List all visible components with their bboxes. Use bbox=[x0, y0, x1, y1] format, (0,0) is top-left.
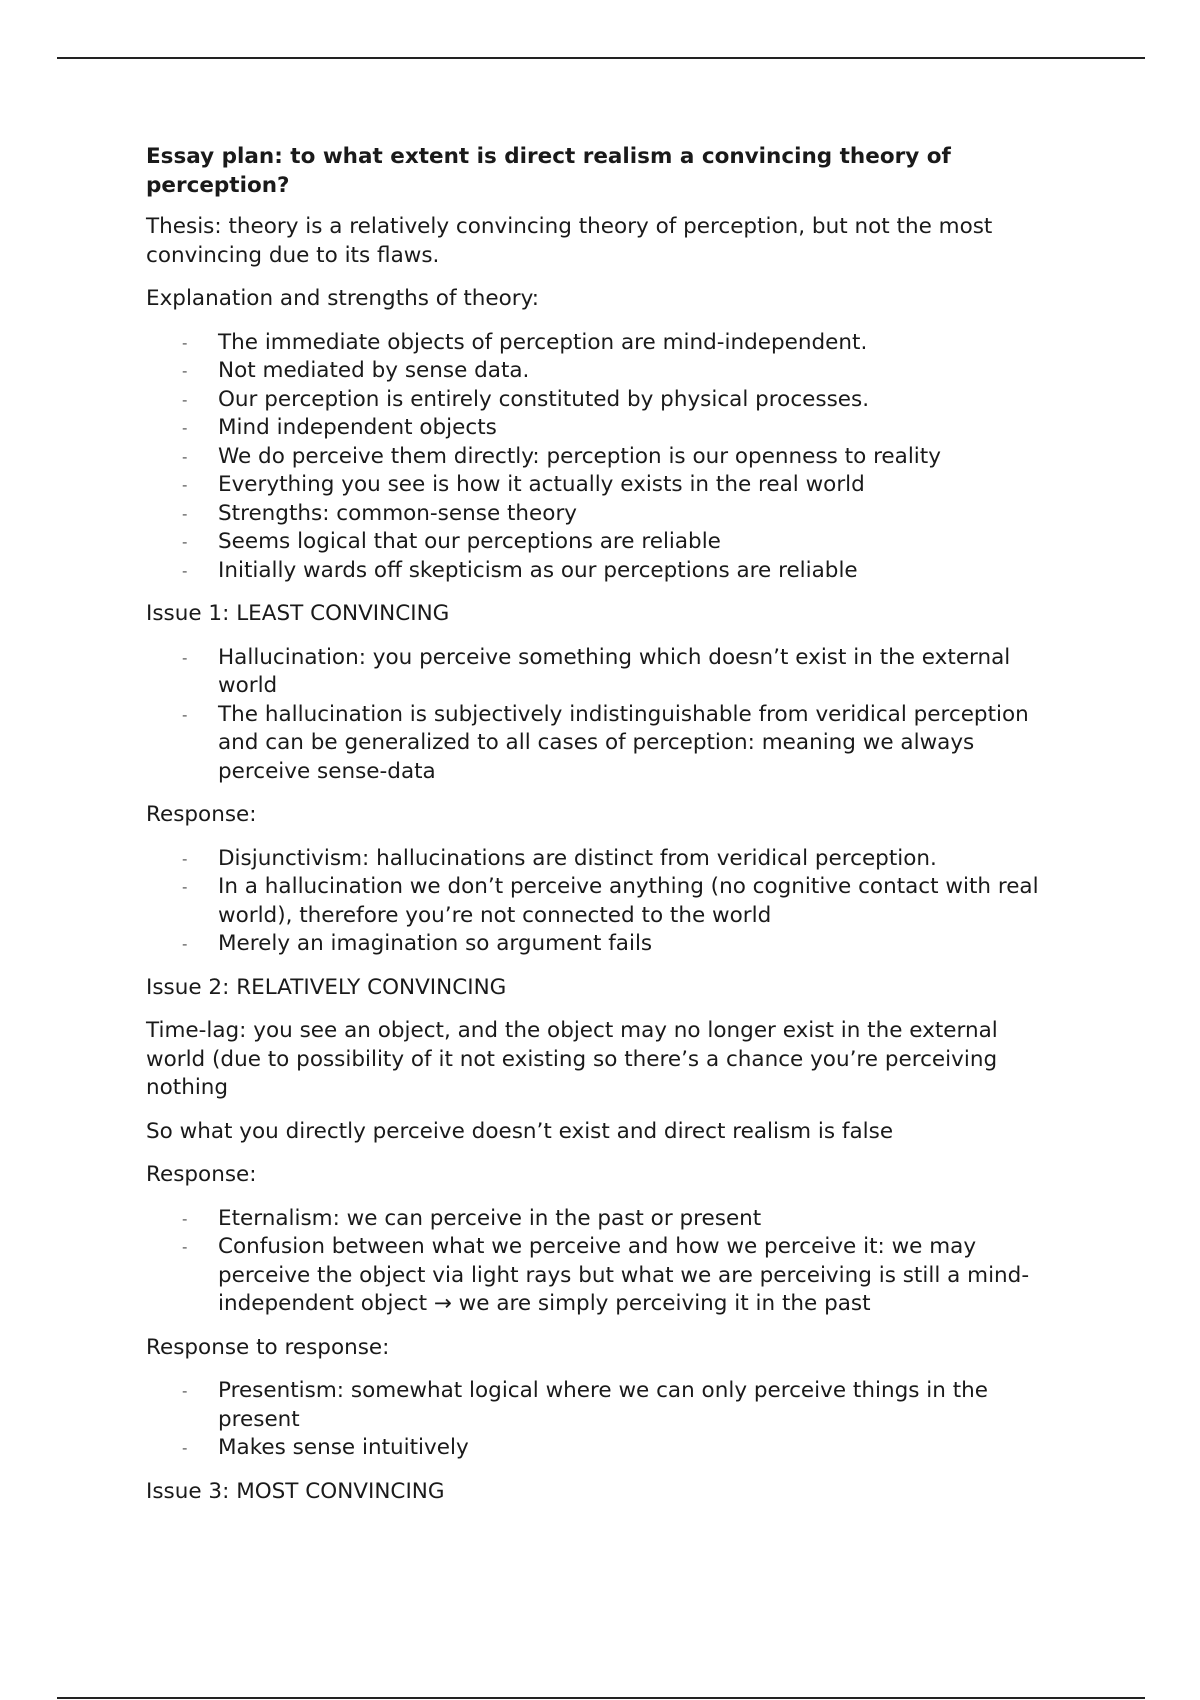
list-item bbox=[182, 701, 1061, 787]
bullet-dash: - bbox=[182, 504, 188, 523]
bullet-dash: - bbox=[182, 648, 188, 667]
bullet-dash: - bbox=[182, 1209, 188, 1228]
bullet-dash: - bbox=[182, 1238, 188, 1256]
explanation-list bbox=[146, 329, 1061, 586]
issue2-paragraph-time-lag: Time-lag: you see an object, and the object may no longer exist in the external world (due to possibility of it not existing so there’s a chance you’re perceiving nothing bbox=[146, 1018, 998, 1100]
response2-heading: Response: bbox=[146, 1162, 257, 1187]
list-item-text: Mind independent objects bbox=[218, 415, 497, 440]
list-item-text: Everything you see is how it actually exists in the real world bbox=[218, 472, 865, 497]
top-rule bbox=[57, 57, 1145, 59]
list-item bbox=[182, 386, 1061, 415]
list-item bbox=[182, 1434, 1061, 1463]
response2-list bbox=[146, 1205, 1061, 1319]
bullet-dash: - bbox=[182, 419, 188, 437]
list-item-text: Hallucination: you perceive something which doesn’t exist in the external world bbox=[218, 644, 1011, 698]
list-item bbox=[182, 1233, 1061, 1319]
bullet-dash: - bbox=[182, 362, 188, 380]
bullet-dash: - bbox=[182, 476, 188, 494]
list-item-text: The immediate objects of perception are mind-independent. bbox=[218, 329, 868, 355]
bullet-dash: - bbox=[182, 561, 188, 580]
bullet-dash: - bbox=[182, 849, 188, 868]
list-item bbox=[182, 930, 1061, 959]
list-item-text: Presentism: somewhat logical where we can only perceive things in the present bbox=[218, 1378, 988, 1432]
list-item-text: Eternalism: we can perceive in the past or present bbox=[218, 1205, 762, 1231]
list-item bbox=[182, 1205, 1061, 1234]
list-item bbox=[182, 845, 1061, 874]
response-to-response-heading: Response to response: bbox=[146, 1334, 390, 1360]
list-item bbox=[182, 357, 1061, 386]
issue1-heading: Issue 1: LEAST CONVINCING bbox=[146, 601, 450, 626]
list-item bbox=[182, 557, 1061, 586]
bottom-rule bbox=[57, 1697, 1145, 1699]
bullet-dash: - bbox=[182, 1382, 188, 1400]
list-item bbox=[182, 528, 1061, 557]
list-item-text: Strengths: common-sense theory bbox=[218, 500, 578, 526]
bullet-dash: - bbox=[182, 935, 188, 953]
list-item bbox=[182, 873, 1061, 930]
bullet-dash: - bbox=[182, 705, 188, 724]
document-body bbox=[146, 143, 1061, 1521]
list-item-text: Seems logical that our perceptions are reliable bbox=[218, 529, 721, 554]
issue2-paragraph-conclusion: So what you directly perceive doesn’t exist and direct realism is false bbox=[146, 1118, 894, 1144]
list-item-text: Initially wards off skepticism as our perceptions are reliable bbox=[218, 557, 858, 583]
bullet-dash: - bbox=[182, 533, 188, 551]
list-item-text: Disjunctivism: hallucinations are distinct from veridical perception. bbox=[218, 845, 937, 871]
document-title: Essay plan: to what extent is direct realism a convincing theory of perception? bbox=[146, 144, 951, 198]
list-item bbox=[182, 329, 1061, 358]
bullet-dash: - bbox=[182, 1439, 188, 1457]
response1-list bbox=[146, 845, 1061, 959]
explanation-heading: Explanation and strengths of theory: bbox=[146, 286, 540, 311]
list-item bbox=[182, 414, 1061, 443]
list-item bbox=[182, 443, 1061, 472]
bullet-dash: - bbox=[182, 333, 188, 352]
list-item-text: Makes sense intuitively bbox=[218, 1435, 469, 1460]
list-item-text: Confusion between what we perceive and how we perceive it: we may perceive the object via light rays but what we are perceiving is still a mind-independent object → we are simply perceiving it in the past bbox=[218, 1234, 1030, 1316]
list-item-text: Not mediated by sense data. bbox=[218, 358, 530, 383]
list-item-text: Merely an imagination so argument fails bbox=[218, 931, 653, 956]
list-item bbox=[182, 500, 1061, 529]
issue2-heading: Issue 2: RELATIVELY CONVINCING bbox=[146, 974, 507, 1000]
list-item-text: In a hallucination we don’t perceive anything (no cognitive contact with real world), therefore you’re not connected to the world bbox=[218, 874, 1039, 928]
thesis-paragraph: Thesis: theory is a relatively convincing theory of perception, but not the most convincing due to its flaws. bbox=[146, 214, 993, 268]
bullet-dash: - bbox=[182, 390, 188, 409]
list-item bbox=[182, 1377, 1061, 1434]
list-item bbox=[182, 471, 1061, 500]
bullet-dash: - bbox=[182, 447, 188, 466]
list-item-text: Our perception is entirely constituted by physical processes. bbox=[218, 386, 870, 412]
list-item bbox=[182, 644, 1061, 701]
list-item-text: The hallucination is subjectively indistinguishable from veridical perception and can be generalized to all cases of perception: meaning we always perceive sense-data bbox=[218, 701, 1029, 784]
response1-heading: Response: bbox=[146, 802, 257, 827]
issue1-list bbox=[146, 644, 1061, 787]
bullet-dash: - bbox=[182, 878, 188, 896]
list-item-text: We do perceive them directly: perception is our openness to reality bbox=[218, 443, 941, 469]
response-to-response-list bbox=[146, 1377, 1061, 1463]
issue3-heading: Issue 3: MOST CONVINCING bbox=[146, 1478, 445, 1504]
